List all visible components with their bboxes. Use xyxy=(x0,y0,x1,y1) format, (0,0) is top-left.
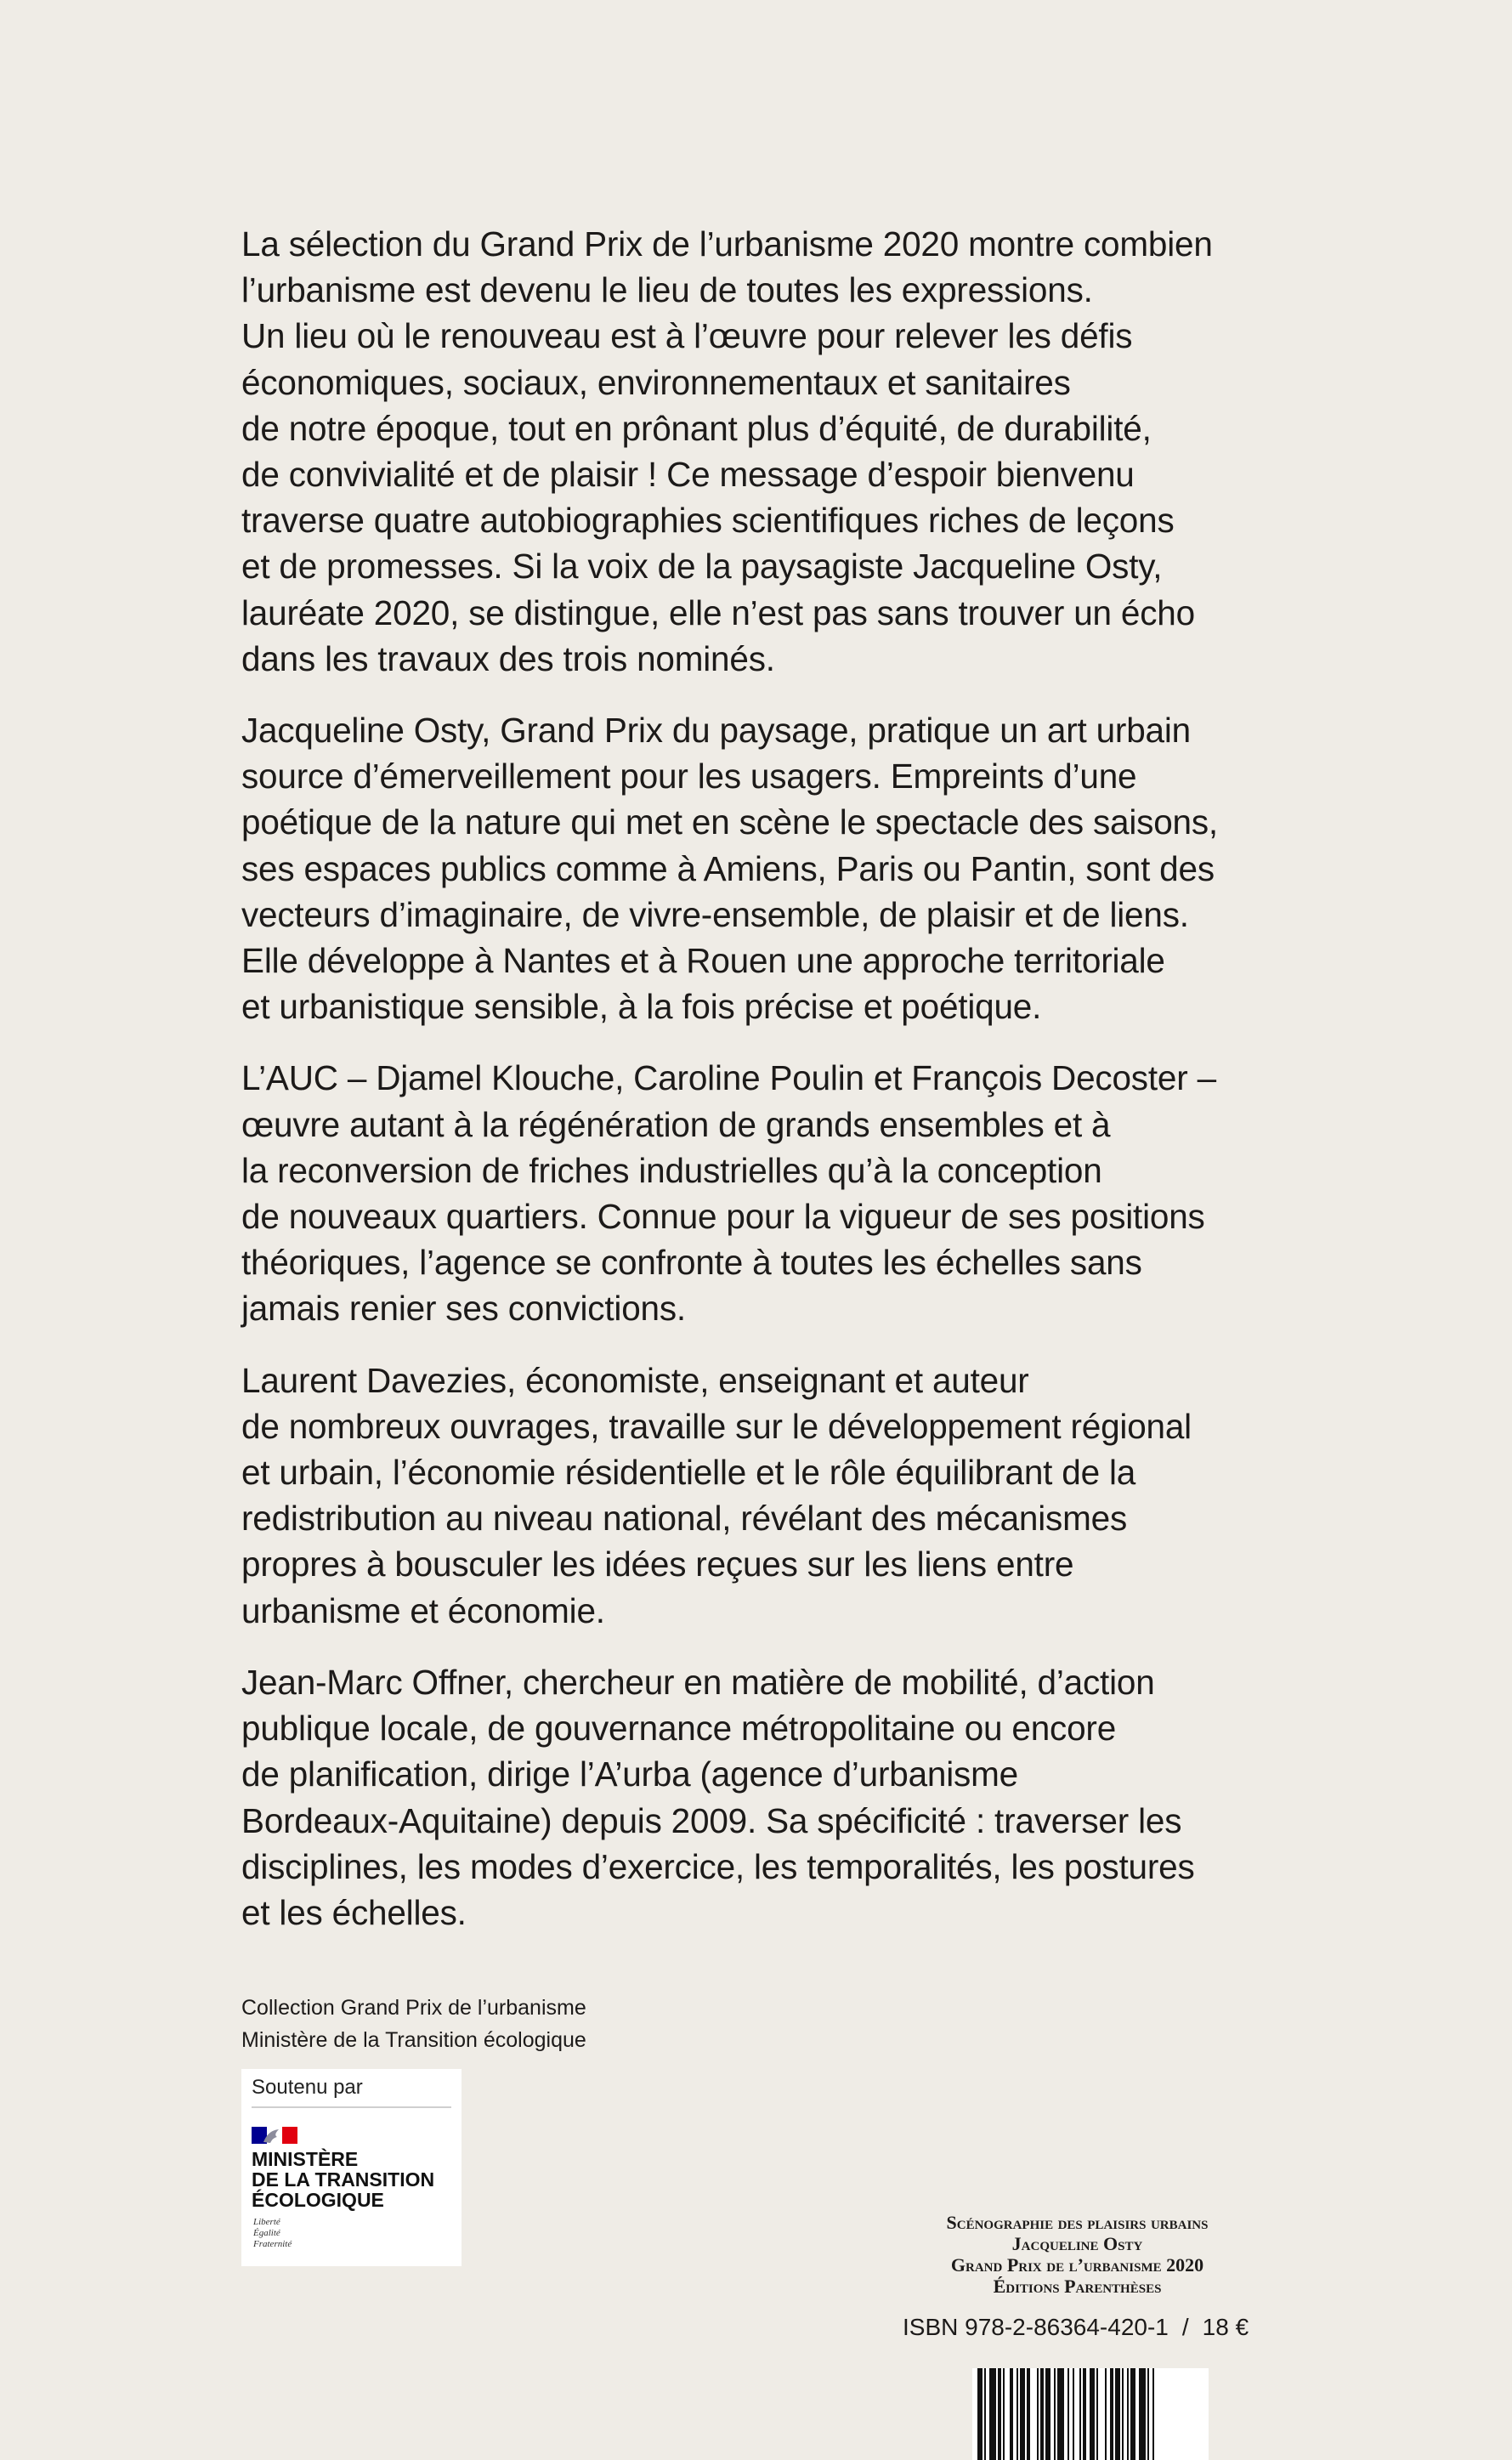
barcode-bar xyxy=(1105,2368,1107,2460)
barcode-bar xyxy=(1079,2368,1081,2460)
text-line: lauréate 2020, se distingue, elle n’est pas sans trouver un écho xyxy=(241,592,1195,632)
book-series: Grand Prix de l’urbanisme 2020 xyxy=(950,2254,1204,2276)
barcode-bar xyxy=(1083,2368,1086,2460)
wordmark-line: ÉCOLOGIQUE xyxy=(252,2189,384,2211)
barcode-bar xyxy=(1096,2368,1098,2460)
text-line: source d’émerveillement pour les usagers. Empreints d’une xyxy=(241,757,1137,796)
wordmark-line: DE LA TRANSITION xyxy=(252,2168,435,2191)
barcode-bar xyxy=(1115,2368,1120,2460)
text-line: publique locale, de gouvernance métropolitaine ou encore xyxy=(241,1709,1117,1749)
barcode-bar xyxy=(984,2368,986,2460)
text-line: poétique de la nature qui met en scène le spectacle des saisons, xyxy=(241,802,1218,842)
motto-line: Liberté xyxy=(253,2217,280,2227)
supported-by-label: Soutenu par xyxy=(252,2076,363,2099)
barcode-bar xyxy=(1010,2368,1013,2460)
price: 18 € xyxy=(1202,2314,1249,2340)
text-line: Bordeaux-Aquitaine) depuis 2009. Sa spécificité : traverser les xyxy=(241,1800,1182,1840)
auc-paragraph xyxy=(241,1055,1278,1331)
barcode-bar xyxy=(1073,2368,1074,2460)
barcode-bar xyxy=(1045,2368,1050,2460)
book-title: Scénographie des plaisirs urbains xyxy=(946,2212,1209,2233)
text-line: jamais renier ses convictions. xyxy=(241,1289,686,1329)
text-line: de nouveaux quartiers. Connue pour la vigueur de ses positions xyxy=(241,1197,1205,1237)
barcode-bar xyxy=(989,2368,996,2460)
isbn-price xyxy=(903,2314,1249,2341)
text-line: de convivialité et de plaisir ! Ce message d’espoir bienvenu xyxy=(241,455,1135,495)
book-credits xyxy=(901,2212,1254,2297)
ministry-logo xyxy=(241,2069,462,2266)
barcode-bar xyxy=(1040,2368,1044,2460)
barcode-bar xyxy=(1127,2368,1129,2460)
barcode-bar xyxy=(977,2368,983,2460)
barcode-bar xyxy=(1020,2368,1025,2460)
barcode-bar xyxy=(1037,2368,1039,2460)
text-line: théoriques, l’agence se confronte à toutes les échelles sans xyxy=(241,1243,1142,1283)
collection-name: Collection Grand Prix de l’urbanisme xyxy=(241,1996,586,2020)
text-line: la reconversion de friches industrielles qu’à la conception xyxy=(241,1150,1102,1190)
marianne-flag-icon xyxy=(252,2125,301,2145)
text-line: l’urbanisme est devenu le lieu de toutes les expressions. xyxy=(241,270,1093,310)
text-line: Elle développe à Nantes et à Rouen une approche territoriale xyxy=(241,941,1165,981)
davezies-paragraph xyxy=(241,1358,1278,1634)
motto-line: Égalité xyxy=(253,2228,280,2238)
text-line: Laurent Davezies, économiste, enseignant et auteur xyxy=(241,1360,1029,1400)
text-line: et urbain, l’économie résidentielle et le rôle équilibrant de la xyxy=(241,1453,1136,1493)
ministry-name: Ministère de la Transition écologique xyxy=(241,2028,586,2052)
text-line: redistribution au niveau national, révélant des mécanismes xyxy=(241,1499,1127,1539)
motto-line: Fraternité xyxy=(253,2239,292,2249)
text-line: ses espaces publics comme à Amiens, Paris ou Pantin, sont des xyxy=(241,848,1215,888)
barcode-bar xyxy=(1147,2368,1149,2460)
barcode-bar xyxy=(1016,2368,1018,2460)
barcode-bar xyxy=(1139,2368,1146,2460)
text-line: et les échelles. xyxy=(241,1892,467,1932)
barcode-bars xyxy=(977,2368,1203,2460)
barcode-bar xyxy=(1067,2368,1069,2460)
book-publisher: Éditions Parenthèses xyxy=(993,2276,1162,2297)
ministry-wordmark xyxy=(252,2149,434,2210)
text-line: vecteurs d’imaginaire, de vivre-ensemble, de plaisir et de liens. xyxy=(241,894,1189,934)
text-line: urbanisme et économie. xyxy=(241,1590,605,1630)
intro-paragraph xyxy=(241,221,1278,682)
text-line: de nombreux ouvrages, travaille sur le développement régional xyxy=(241,1406,1192,1446)
osty-paragraph xyxy=(241,707,1278,1029)
text-line: La sélection du Grand Prix de l’urbanisme 2020 montre combien xyxy=(241,224,1213,264)
text-line: économiques, sociaux, environnementaux et sanitaires xyxy=(241,362,1071,402)
text-line: et de promesses. Si la voix de la paysagiste Jacqueline Osty, xyxy=(241,547,1163,587)
offner-paragraph xyxy=(241,1659,1278,1936)
barcode-bar xyxy=(1090,2368,1095,2460)
barcode-bar xyxy=(1003,2368,1005,2460)
text-line: traverse quatre autobiographies scientifiques riches de leçons xyxy=(241,501,1175,541)
barcode-bar xyxy=(1110,2368,1113,2460)
back-cover-text xyxy=(241,221,1278,1961)
text-line: œuvre autant à la régénération de grands ensembles et à xyxy=(241,1104,1111,1144)
barcode-bar xyxy=(1057,2368,1064,2460)
barcode-bar xyxy=(1054,2368,1056,2460)
barcode-icon xyxy=(972,2368,1209,2460)
wordmark-line: MINISTÈRE xyxy=(252,2148,359,2170)
text-line: Un lieu où le renouveau est à l’œuvre pour relever les défis xyxy=(241,316,1133,356)
barcode-bar xyxy=(1122,2368,1124,2460)
collection-info xyxy=(241,1992,586,2056)
barcode-bar xyxy=(1130,2368,1135,2460)
text-line: de planification, dirige l’A’urba (agence d’urbanisme xyxy=(241,1754,1018,1794)
text-line: dans les travaux des trois nominés. xyxy=(241,638,775,678)
book-author: Jacqueline Osty xyxy=(1011,2233,1143,2254)
barcode-bar xyxy=(1152,2368,1154,2460)
divider xyxy=(252,2106,451,2108)
text-line: et urbanistique sensible, à la fois précise et poétique. xyxy=(241,987,1042,1027)
isbn-number: ISBN 978-2-86364-420-1 xyxy=(903,2314,1169,2340)
text-line: L’AUC – Djamel Klouche, Caroline Poulin et François Decoster – xyxy=(241,1058,1216,1098)
barcode-bar xyxy=(998,2368,1001,2460)
text-line: Jean-Marc Offner, chercheur en matière de mobilité, d’action xyxy=(241,1662,1155,1702)
text-line: propres à bousculer les idées reçues sur les liens entre xyxy=(241,1545,1074,1584)
text-line: Jacqueline Osty, Grand Prix du paysage, pratique un art urbain xyxy=(241,711,1191,751)
barcode-bar xyxy=(1027,2368,1030,2460)
text-line: de notre époque, tout en prônant plus d’équité, de durabilité, xyxy=(241,408,1152,448)
republic-motto xyxy=(253,2217,292,2250)
text-line: disciplines, les modes d’exercice, les temporalités, les postures xyxy=(241,1846,1195,1886)
isbn-separator: / xyxy=(1181,2314,1189,2340)
